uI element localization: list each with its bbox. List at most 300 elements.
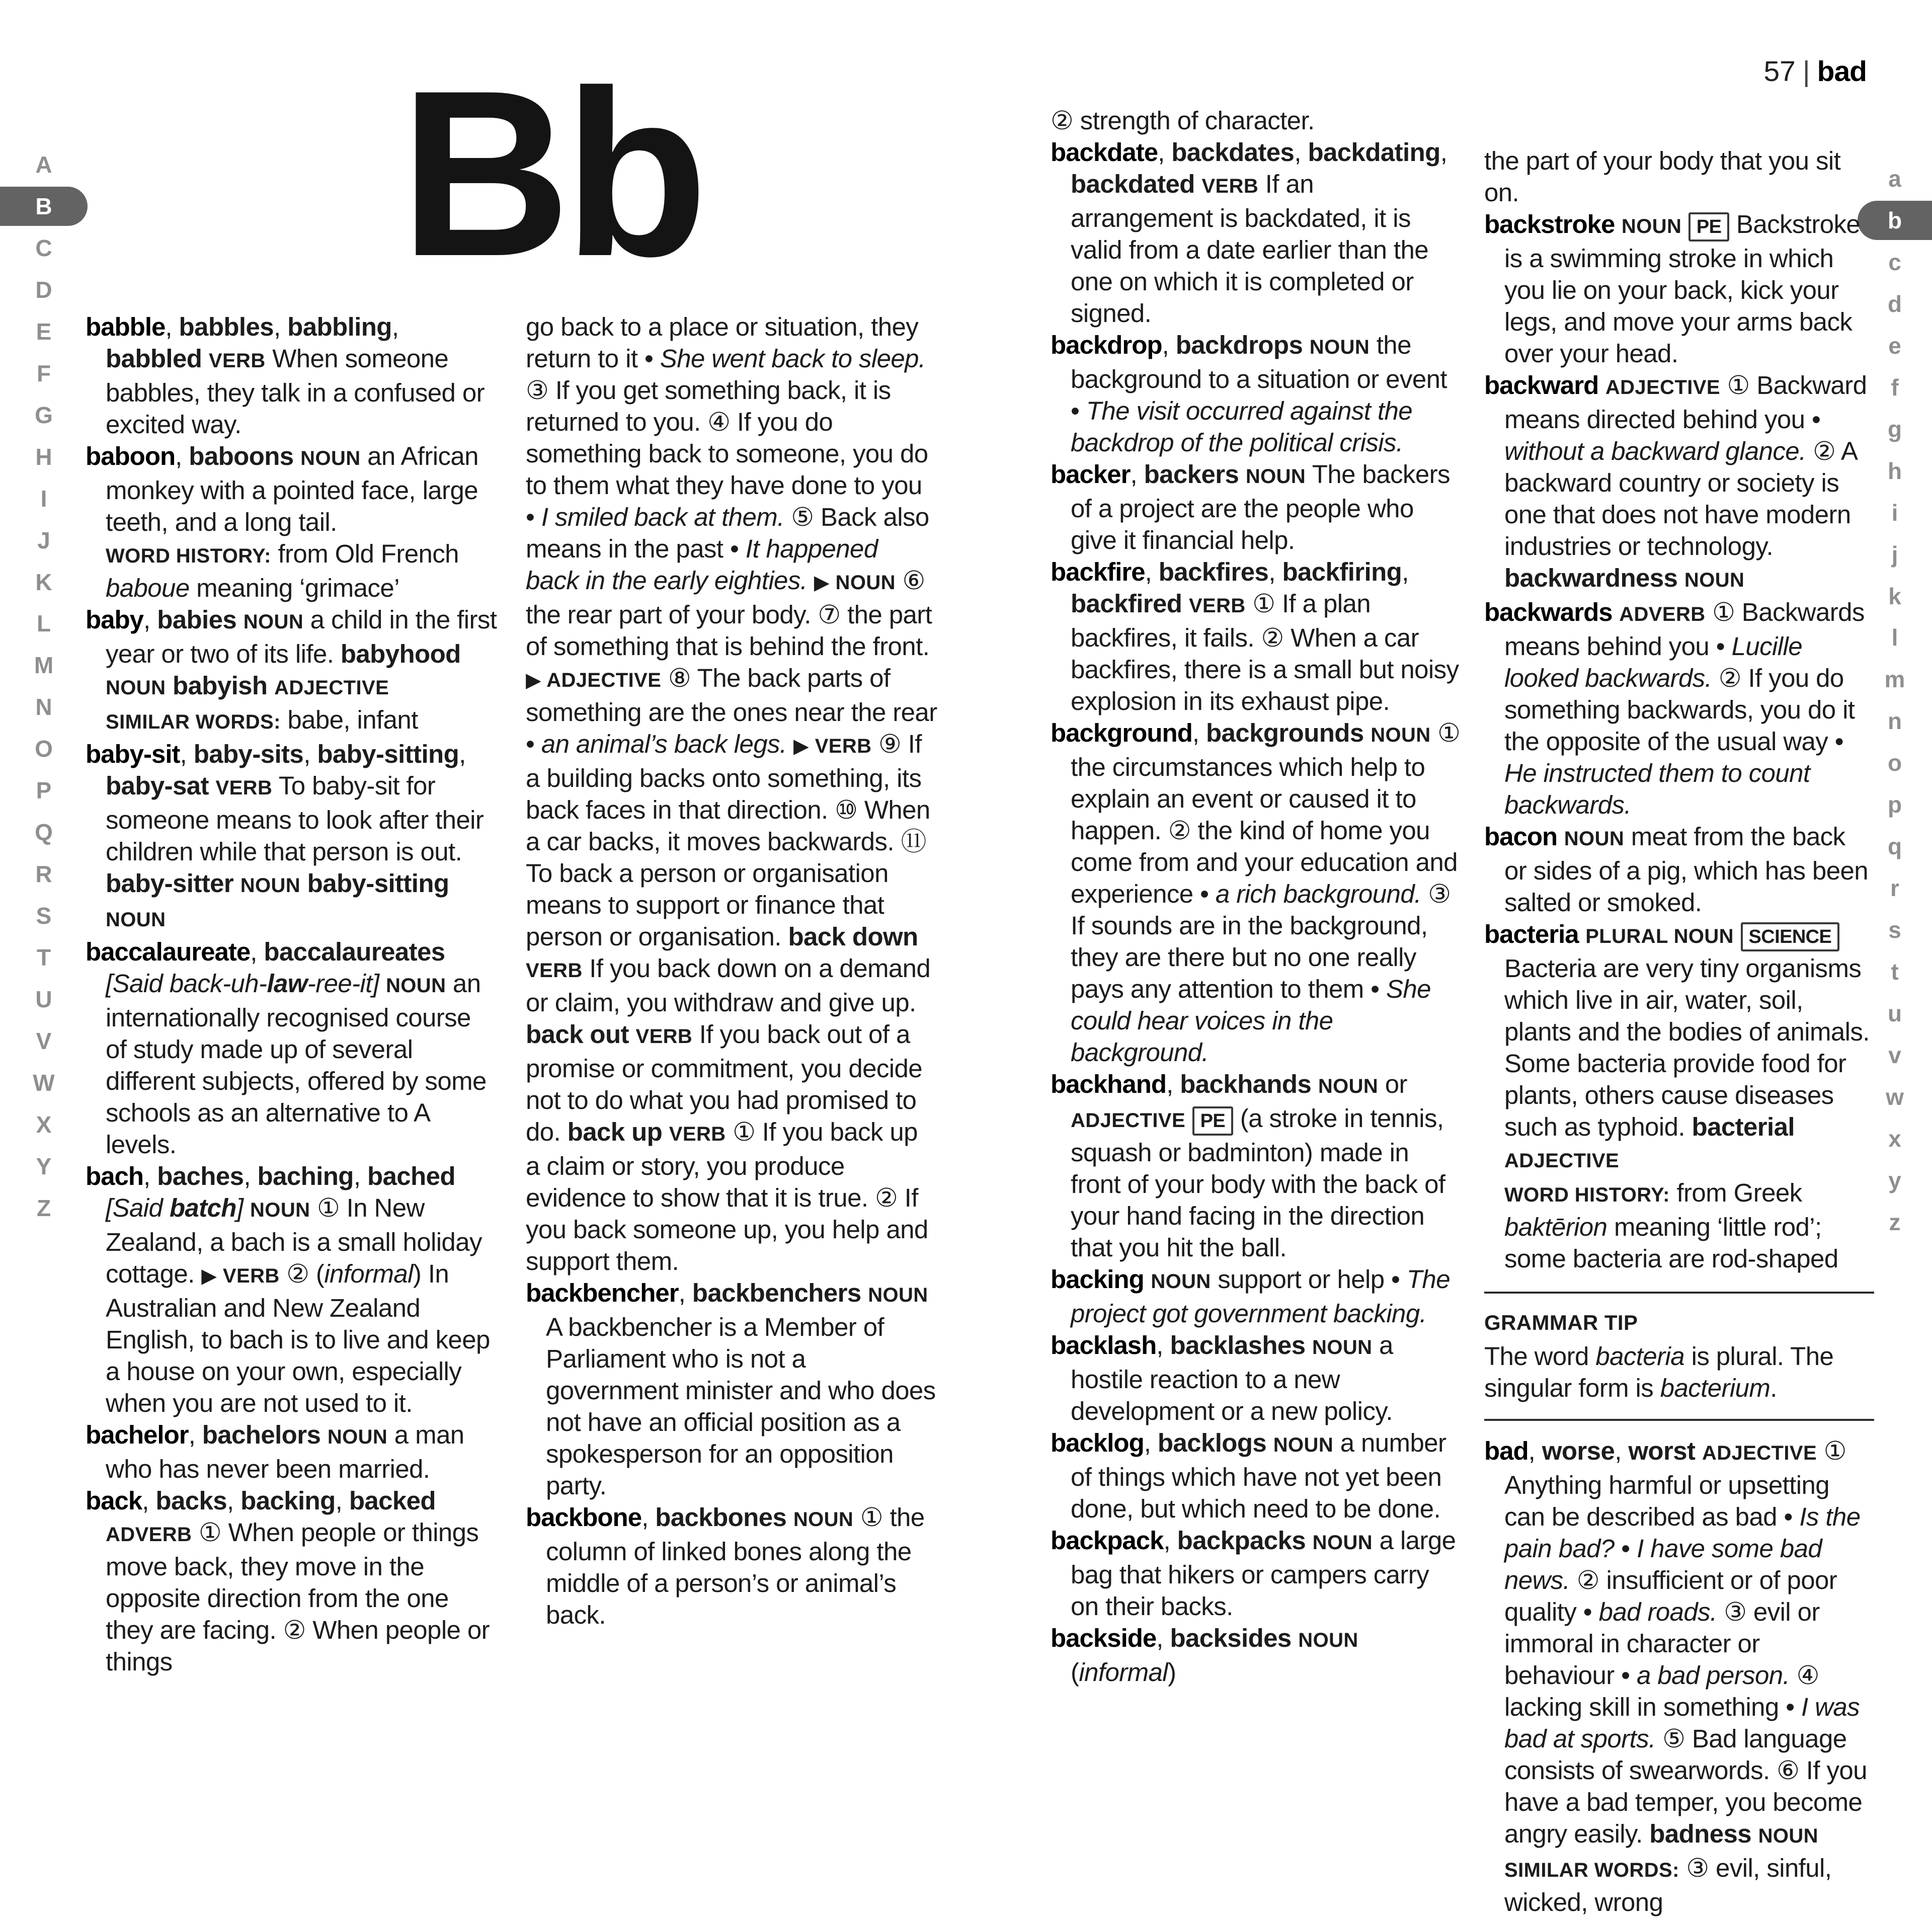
run-p xyxy=(1677,564,1684,592)
run-i: He instructed them to count backwards. xyxy=(1504,759,1810,819)
dictionary-entry xyxy=(86,604,497,704)
run-hw: backbone xyxy=(526,1503,642,1532)
run-b: backlashes xyxy=(1170,1331,1306,1360)
alphabet-tab-left-w: W xyxy=(33,1069,55,1096)
run-hw: backlog xyxy=(1051,1428,1144,1457)
alphabet-tab-left-j: J xyxy=(37,527,50,553)
run-pos: ▶ VERB xyxy=(793,735,872,757)
run-p xyxy=(1613,598,1620,626)
run-pos: NOUN xyxy=(243,611,304,633)
run-p: If you back down on a demand or claim, you withdraw and give up. xyxy=(526,954,931,1017)
alphabet-tab-left-x: X xyxy=(36,1111,52,1138)
run-pos: NOUN xyxy=(1758,1825,1818,1847)
run-p: , xyxy=(1166,1070,1180,1098)
run-p xyxy=(166,671,173,700)
run-p xyxy=(786,1503,793,1532)
alphabet-tab-left-h: H xyxy=(35,443,52,470)
run-p xyxy=(786,730,793,758)
run-hw: backside xyxy=(1051,1624,1157,1652)
run-pos: PLURAL NOUN xyxy=(1585,925,1734,947)
run-p: ⑤ Back also means in the past • xyxy=(526,503,929,563)
run-pos: VERB xyxy=(1201,175,1259,197)
run-p: , xyxy=(1294,138,1308,167)
run-p: , xyxy=(1162,331,1176,359)
run-p: from Greek xyxy=(1669,1178,1802,1207)
run-box: PE xyxy=(1688,212,1730,242)
run-pos: NOUN xyxy=(1245,465,1306,488)
run-p: ② If you do something backwards, you do it the opposite of the usual way • xyxy=(1504,664,1855,756)
alphabet-tab-right-n: n xyxy=(1887,708,1902,735)
dictionary-entry xyxy=(1484,369,1874,596)
run-pos: NOUN xyxy=(1684,569,1745,591)
alphabet-tab-left-z: Z xyxy=(36,1194,51,1221)
run-p xyxy=(202,344,209,373)
dictionary-entry xyxy=(86,1485,497,1677)
grammar-tip-text xyxy=(1484,1340,1874,1404)
run-pos: NOUN xyxy=(1312,1532,1373,1554)
dictionary-entry xyxy=(1484,208,1874,369)
run-p: , xyxy=(678,1278,692,1307)
run-pos: VERB xyxy=(208,350,266,372)
run-hw: bachelor xyxy=(86,1420,189,1449)
run-p: the part of your body that you sit on. xyxy=(1484,146,1841,207)
run-i: -ree-it] xyxy=(307,969,379,998)
run-hw: background xyxy=(1051,718,1192,747)
run-bi: law xyxy=(267,969,307,998)
dictionary-entry xyxy=(1484,596,1874,821)
run-p: Backstroke is a swimming stroke in which you lie on your back, kick your legs, and move your arms back over your head. xyxy=(1504,210,1861,368)
run-p xyxy=(300,869,307,898)
run-p: , xyxy=(1158,138,1172,167)
alphabet-tab-left-y: Y xyxy=(36,1153,52,1179)
run-pos: VERB xyxy=(1188,595,1246,617)
dictionary-entry xyxy=(1051,1068,1462,1263)
run-b: backdating xyxy=(1308,138,1440,167)
run-b: worst xyxy=(1628,1436,1696,1465)
dictionary-entry xyxy=(1051,556,1462,717)
run-b: backlogs xyxy=(1157,1428,1267,1457)
run-b: backfired xyxy=(1071,589,1182,618)
run-p: ③ If sounds are in the background, they are there but no one really pays any attention to them • xyxy=(1071,880,1451,1003)
run-p: , xyxy=(1130,460,1144,489)
run-pos: NOUN xyxy=(1312,1336,1373,1358)
alphabet-tab-left-l: L xyxy=(36,610,51,637)
section-letter-heading: Bb xyxy=(400,41,701,305)
alphabet-tab-left-p: P xyxy=(36,777,52,804)
run-b: bacterial xyxy=(1692,1112,1795,1141)
alphabet-tab-right-p: p xyxy=(1887,791,1902,818)
run-p: If an arrangement is backdated, it is valid from a date earlier than the one on which it is completed or signed. xyxy=(1071,170,1429,328)
run-hw: back xyxy=(86,1486,142,1515)
run-b: backbenchers xyxy=(692,1278,861,1307)
run-p xyxy=(1695,1436,1702,1465)
run-i: I was bad at sports. xyxy=(1504,1693,1860,1753)
run-p: The word xyxy=(1484,1342,1596,1371)
run-p: , xyxy=(391,312,399,341)
run-p: an internationally recognised course of study made up of several different subjects, offered by some schools as an alternative to A levels. xyxy=(106,969,487,1159)
dictionary-entry xyxy=(1484,918,1874,1177)
run-b: babbles xyxy=(179,312,274,341)
run-hw: backstroke xyxy=(1484,210,1615,238)
run-b: backpacks xyxy=(1177,1526,1306,1555)
run-p xyxy=(1185,1104,1192,1133)
run-pos: NOUN xyxy=(793,1508,854,1531)
run-p: ) xyxy=(1167,1658,1176,1687)
dictionary-entry xyxy=(526,1501,937,1631)
run-b: back down xyxy=(788,922,918,951)
run-pos: NOUN xyxy=(1318,1075,1379,1097)
run-b: baby-sitting xyxy=(307,869,449,898)
run-pos: ▶ ADJECTIVE xyxy=(526,669,662,691)
run-p: is plural. The singular form is xyxy=(1484,1342,1834,1402)
alphabet-tab-left-v: V xyxy=(36,1028,52,1055)
alphabet-tab-right-r: r xyxy=(1890,875,1899,902)
run-pos: NOUN xyxy=(250,1199,310,1221)
entry-continuation xyxy=(526,311,937,1277)
header-guide-word: bad xyxy=(1817,55,1867,88)
alphabet-tab-right-l: l xyxy=(1891,624,1898,651)
run-pos: ▶ VERB xyxy=(201,1265,280,1287)
alphabet-tab-right-z: z xyxy=(1889,1209,1901,1235)
run-p xyxy=(294,442,301,470)
run-b: backsides xyxy=(1170,1624,1292,1652)
run-p: ① In New Zealand, a bach is a small holiday cottage. xyxy=(106,1193,482,1288)
alphabet-tab-right-a: a xyxy=(1888,166,1901,192)
run-p: from Old French xyxy=(271,539,459,568)
alphabet-tab-right-d: d xyxy=(1887,290,1902,317)
alphabet-tab-right-c: c xyxy=(1888,249,1901,275)
run-p xyxy=(1266,1428,1273,1457)
run-pos: NOUN xyxy=(1298,1629,1358,1651)
alphabet-tab-left-s: S xyxy=(36,903,52,929)
run-p xyxy=(807,566,814,595)
run-b: backbones xyxy=(655,1503,787,1532)
run-p xyxy=(1306,1526,1313,1555)
run-pos: VERB xyxy=(215,777,273,799)
alphabet-tab-left-o: O xyxy=(35,736,53,762)
page-header xyxy=(1763,56,1867,87)
run-pos: NOUN xyxy=(385,975,446,997)
run-p xyxy=(1195,170,1202,198)
run-b: bached xyxy=(367,1162,455,1190)
run-p: • xyxy=(1614,1534,1637,1563)
run-p: a man who has never been married. xyxy=(106,1420,464,1483)
run-p xyxy=(1364,718,1371,747)
run-p xyxy=(209,771,216,800)
run-i: She went back to sleep. xyxy=(660,344,926,373)
run-p: To baby-sit for someone means to look after their children while that person is out. xyxy=(106,771,484,866)
run-p: ) In Australian and New Zealand English, to bach is to live and keep a house on your own, especially when you are not used to it. xyxy=(106,1259,490,1417)
run-pos: ADJECTIVE xyxy=(1702,1442,1817,1464)
dictionary-entry xyxy=(86,738,497,936)
run-b: backhands xyxy=(1180,1070,1312,1098)
run-b: babies xyxy=(157,605,237,634)
alphabet-tab-right-u: u xyxy=(1887,1000,1902,1027)
run-p: , xyxy=(227,1486,241,1515)
run-pos: SIMILAR WORDS: xyxy=(106,711,281,733)
dictionary-entry xyxy=(1051,136,1462,329)
run-p: , xyxy=(1145,557,1159,586)
entry-note xyxy=(86,704,497,738)
alphabet-tab-left-k: K xyxy=(35,569,52,595)
run-b: baby-sits xyxy=(193,740,304,768)
run-p: , xyxy=(165,312,179,341)
run-p: ③ evil, sinful, wicked, wrong xyxy=(1504,1854,1832,1916)
run-pos: ADJECTIVE xyxy=(1504,1150,1620,1172)
alphabet-tab-left-g: G xyxy=(35,402,53,428)
run-p: , xyxy=(188,1420,202,1449)
run-pos: NOUN xyxy=(1273,1434,1334,1456)
run-p: ① If you back up a claim or story, you produce evidence to show that it is true. ② If you back someone up, you help and support them. xyxy=(526,1117,928,1275)
run-p xyxy=(1303,331,1310,359)
run-p: Bacteria are very tiny organisms which live in air, water, soil, plants and the bodies of animals. Some bacteria provide food for plants, others cause diseases such as typhoid. xyxy=(1504,954,1870,1141)
run-p: ④ lacking skill in something • xyxy=(1504,1661,1819,1721)
run-p: , xyxy=(1440,138,1447,167)
text-column-2 xyxy=(526,311,937,1631)
run-hw: backer xyxy=(1051,460,1131,489)
run-hw: backdrop xyxy=(1051,331,1162,359)
run-hw: backhand xyxy=(1051,1070,1167,1098)
run-i: a rich background. xyxy=(1215,880,1421,908)
alphabet-tab-left-b: B xyxy=(0,187,88,226)
run-pos: NOUN xyxy=(106,909,166,931)
run-p: , xyxy=(175,442,189,470)
dictionary-entry xyxy=(526,1277,937,1501)
run-p: , xyxy=(274,312,288,341)
run-p: meaning ‘grimace’ xyxy=(189,574,399,602)
run-p: ⑥ the rear part of your body. ⑦ the part of something that is behind the front. xyxy=(526,566,932,661)
entry-note xyxy=(1484,1852,1874,1918)
header-separator: | xyxy=(1802,55,1810,88)
run-pos: NOUN xyxy=(1371,724,1431,746)
run-pos: ADVERB xyxy=(1619,603,1706,625)
run-b: babyhood xyxy=(340,640,461,668)
alphabet-tab-right-e: e xyxy=(1888,332,1901,359)
run-p: ② insufficient or of poor quality • xyxy=(1504,1566,1837,1626)
alphabet-tab-right-h: h xyxy=(1887,457,1902,484)
run-i: ] xyxy=(236,1193,244,1222)
run-p xyxy=(243,1193,250,1222)
run-i: a bad person. xyxy=(1637,1661,1790,1690)
run-hw: baccalaureate xyxy=(86,937,251,966)
run-hw: bacteria xyxy=(1484,920,1579,948)
run-pos: NOUN xyxy=(300,447,361,469)
run-hw: baby xyxy=(86,605,144,634)
run-b: baby-sitter xyxy=(106,869,234,898)
run-p: ② A backward country or society is one that does not have modern industries or technology. xyxy=(1504,437,1857,561)
run-i: baboue xyxy=(106,574,190,602)
run-p xyxy=(629,1020,636,1049)
run-pos: WORD HISTORY: xyxy=(1504,1184,1670,1206)
run-hw: bad xyxy=(1484,1436,1528,1465)
run-hw: backpack xyxy=(1051,1526,1164,1555)
run-b: backfires xyxy=(1158,557,1269,586)
run-hw: baboon xyxy=(86,442,176,470)
run-i: bad roads. xyxy=(1598,1597,1717,1626)
dictionary-entry xyxy=(1051,1329,1462,1427)
dictionary-entry xyxy=(1051,1263,1462,1329)
run-p xyxy=(1751,1819,1758,1848)
run-pos: NOUN xyxy=(1309,336,1370,358)
run-hw: backdate xyxy=(1051,138,1158,167)
run-pos: ADJECTIVE xyxy=(1071,1109,1186,1132)
alphabet-tab-right-o: o xyxy=(1887,750,1902,776)
run-p: , xyxy=(1268,557,1282,586)
dictionary-entry xyxy=(1051,1427,1462,1525)
run-i: an animal’s back legs. xyxy=(541,730,787,758)
run-p: ① Anything harmful or upsetting can be described as bad • xyxy=(1504,1436,1846,1531)
run-b: backing xyxy=(240,1486,336,1515)
dictionary-entry xyxy=(1051,717,1462,1068)
run-p xyxy=(1557,822,1564,851)
alphabet-tab-left-a: A xyxy=(35,151,52,178)
run-i: bacterium xyxy=(1660,1374,1770,1402)
dictionary-entry xyxy=(1484,1435,1874,1852)
text-column-3 xyxy=(1051,105,1462,1688)
alphabet-tab-right-t: t xyxy=(1891,958,1899,985)
run-p: or xyxy=(1378,1070,1407,1098)
run-p: , xyxy=(303,740,317,768)
run-b: babbling xyxy=(287,312,392,341)
run-p: ③ If you get something back, it is returned to you. ④ If you do something back to someone, you do to them what they have done to you • xyxy=(526,376,928,531)
run-p: , xyxy=(1156,1331,1170,1360)
run-p xyxy=(861,1278,868,1307)
run-p: a large bag that hikers or campers carry on their backs. xyxy=(1071,1526,1456,1621)
run-p xyxy=(662,1117,669,1146)
run-p: ① Backwards means behind you • xyxy=(1504,598,1865,661)
run-p: ① the column of linked bones along the middle of a person’s or animal’s back. xyxy=(546,1503,925,1629)
run-p: , xyxy=(1528,1436,1542,1465)
run-p: A backbencher is a Member of Parliament who is not a government minister and who does not have an official position as a spokesperson for an opposition party. xyxy=(546,1313,936,1500)
run-b: worse xyxy=(1542,1436,1615,1465)
alphabet-tab-left-u: U xyxy=(35,986,52,1013)
run-pos: NOUN xyxy=(868,1284,928,1306)
run-p: ⑧ The back parts of something are the ones near the rear • xyxy=(526,664,937,758)
run-pos: SIMILAR WORDS: xyxy=(1504,1859,1679,1881)
dictionary-entry xyxy=(86,440,497,538)
run-box: PE xyxy=(1192,1106,1234,1136)
run-i: She could hear voices in the background. xyxy=(1071,975,1431,1067)
run-pos: NOUN xyxy=(327,1426,388,1448)
alphabet-tab-left-r: R xyxy=(35,861,52,888)
run-p: ① When people or things move back, they move in the opposite direction from the one they are facing. ② When people or things xyxy=(106,1518,490,1676)
run-pos: NOUN xyxy=(1564,828,1625,850)
alphabet-index-left xyxy=(0,145,88,1228)
alphabet-tab-left-t: T xyxy=(36,944,51,971)
run-p: a hostile reaction to a new development or a new policy. xyxy=(1071,1331,1393,1425)
run-p: meaning ‘little rod’; some bacteria are rod-shaped xyxy=(1504,1213,1838,1273)
run-p xyxy=(1144,1265,1151,1294)
run-p xyxy=(1182,589,1189,618)
alphabet-tab-right-j: j xyxy=(1891,541,1898,568)
run-hw: bach xyxy=(86,1162,144,1190)
run-i: [Said back-uh- xyxy=(106,969,267,998)
entry-continuation xyxy=(1051,105,1462,136)
run-p: ( xyxy=(1071,1658,1079,1687)
run-b: backfiring xyxy=(1282,557,1402,586)
run-p xyxy=(1292,1624,1299,1652)
run-pos: NOUN xyxy=(1151,1270,1211,1293)
run-i: baktērion xyxy=(1504,1213,1607,1241)
run-p: (a stroke in tennis, squash or badminton) made in front of your body with the back of your hand facing in the direction that you hit the ball. xyxy=(1071,1104,1445,1262)
entry-note xyxy=(1484,1177,1874,1274)
run-p: , xyxy=(1163,1526,1177,1555)
run-p xyxy=(1681,210,1688,238)
run-p xyxy=(236,605,244,634)
run-p: , xyxy=(353,1162,367,1190)
alphabet-tab-right-i: i xyxy=(1891,499,1898,526)
dictionary-entry xyxy=(1484,821,1874,918)
run-i: The visit occurred against the backdrop of the political crisis. xyxy=(1071,396,1412,457)
run-i: [Said xyxy=(106,1193,170,1222)
run-p: , xyxy=(1615,1436,1629,1465)
run-b: baboons xyxy=(189,442,294,470)
alphabet-tab-left-i: I xyxy=(40,485,47,512)
text-column-4 xyxy=(1484,145,1874,1918)
run-p: , xyxy=(143,1162,157,1190)
run-p: , xyxy=(142,1486,156,1515)
run-b: baching xyxy=(257,1162,354,1190)
run-b: backgrounds xyxy=(1206,718,1364,747)
run-p: an African monkey with a pointed face, large teeth, and a long tail. xyxy=(106,442,478,536)
run-b: babyish xyxy=(172,671,268,700)
run-hw: backlash xyxy=(1051,1331,1157,1360)
dictionary-entry xyxy=(1051,1622,1462,1688)
run-p: meat from the back or sides of a pig, which has been salted or smoked. xyxy=(1504,822,1868,917)
run-b: backed xyxy=(349,1486,436,1515)
run-p: the background to a situation or event • xyxy=(1071,331,1447,425)
alphabet-tab-left-e: E xyxy=(36,318,52,345)
run-hw: bacon xyxy=(1484,822,1558,851)
alphabet-tab-left-d: D xyxy=(35,276,52,303)
run-b: baches xyxy=(157,1162,244,1190)
run-p xyxy=(1615,210,1622,238)
run-p xyxy=(1311,1070,1318,1098)
run-p: When someone babbles, they talk in a confused or excited way. xyxy=(106,344,485,439)
run-i: bacteria xyxy=(1595,1342,1685,1371)
run-p: , xyxy=(250,937,264,966)
run-p: , xyxy=(1144,1428,1158,1457)
run-pos: ADJECTIVE xyxy=(274,677,389,699)
alphabet-tab-right-f: f xyxy=(1891,374,1899,401)
run-p: , xyxy=(1156,1624,1170,1652)
alphabet-tab-right-g: g xyxy=(1887,416,1902,442)
run-p xyxy=(233,869,240,898)
run-p: ② ( xyxy=(279,1259,325,1288)
run-p xyxy=(320,1420,328,1449)
run-p xyxy=(379,969,386,998)
run-b: baccalaureates xyxy=(264,937,445,966)
run-p xyxy=(1579,920,1586,948)
alphabet-tab-right-m: m xyxy=(1884,666,1905,693)
run-p: . xyxy=(1770,1374,1777,1402)
run-p: , xyxy=(244,1162,258,1190)
run-b: backwardness xyxy=(1504,564,1678,592)
run-p xyxy=(1598,371,1605,399)
run-p: ① Backward means directed behind you • xyxy=(1504,371,1867,434)
run-p: a number of things which have not yet been done, but which need to be done. xyxy=(1071,1428,1446,1523)
run-hw: backwards xyxy=(1484,598,1613,626)
run-hw: baby-sit xyxy=(86,740,180,768)
alphabet-tab-right-v: v xyxy=(1888,1042,1901,1069)
run-p: ③ evil or immoral in character or behaviour • xyxy=(1504,1597,1820,1690)
run-p: , xyxy=(641,1503,656,1532)
run-pos: VERB xyxy=(669,1123,726,1145)
alphabet-tab-right-q: q xyxy=(1887,833,1902,860)
alphabet-tab-right-b: b xyxy=(1858,201,1932,240)
run-box: SCIENCE xyxy=(1741,922,1840,951)
run-hw: backbencher xyxy=(526,1278,679,1307)
